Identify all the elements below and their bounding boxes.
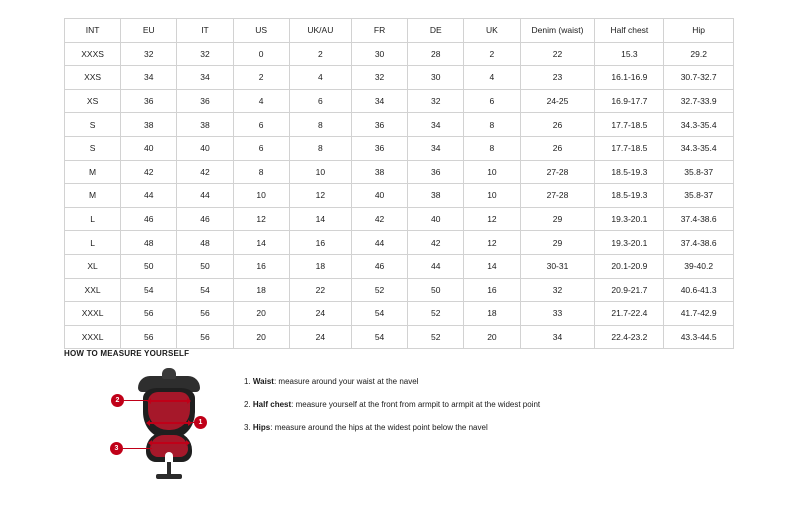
table-cell: 30 [351,42,407,66]
table-cell: S [65,113,121,137]
table-cell: 48 [177,231,233,255]
table-cell: 18 [289,254,351,278]
table-row [65,89,734,113]
table-cell: 4 [464,66,520,90]
table-cell: 46 [177,207,233,231]
table-cell: 12 [289,184,351,208]
table-cell: 20.1-20.9 [595,254,664,278]
table-cell: 0 [233,42,289,66]
table-cell: 8 [464,136,520,160]
column-header: DE [408,19,464,43]
table-cell: M [65,160,121,184]
table-cell: 12 [464,231,520,255]
table-cell: 6 [464,89,520,113]
table-row [65,160,734,184]
table-cell: 34 [408,136,464,160]
table-cell: L [65,207,121,231]
table-cell: 16 [233,254,289,278]
mannequin-figure [110,366,230,491]
table-cell: 32 [121,42,177,66]
table-cell: 56 [121,302,177,326]
table-cell: 40 [121,136,177,160]
table-cell: 34 [520,325,595,349]
table-cell: 4 [233,89,289,113]
table-cell: 56 [177,325,233,349]
table-cell: 42 [408,231,464,255]
column-header: Hip [664,19,734,43]
table-cell: 6 [233,113,289,137]
measure-note-term: Waist [252,377,274,386]
table-cell: 32 [408,89,464,113]
table-cell: 54 [121,278,177,302]
table-cell: 30 [408,66,464,90]
measure-note-number: 1. [244,377,251,386]
table-row [65,302,734,326]
table-cell: S [65,136,121,160]
table-cell: XXXL [65,325,121,349]
table-row [65,207,734,231]
table-cell: 8 [233,160,289,184]
measure-note-number: 3. [244,423,251,432]
table-cell: 16.9-17.7 [595,89,664,113]
measure-note [244,423,540,433]
half-chest-measure-arrow-icon [151,400,187,402]
table-cell: 36 [351,136,407,160]
measure-note-number: 2. [244,400,251,409]
table-cell: 38 [177,113,233,137]
table-cell: 50 [177,254,233,278]
table-cell: 44 [177,184,233,208]
table-row [65,136,734,160]
table-cell: 37.4-38.6 [664,207,734,231]
table-cell: 46 [121,207,177,231]
table-cell: 34.3-35.4 [664,113,734,137]
table-cell: 15.3 [595,42,664,66]
column-header: INT [65,19,121,43]
measure-note-term: Hips [252,423,271,432]
table-cell: 34 [121,66,177,90]
measure-note [244,377,540,387]
column-header: FR [351,19,407,43]
table-cell: 44 [351,231,407,255]
table-cell: 30.7-32.7 [664,66,734,90]
table-cell: 48 [121,231,177,255]
table-cell: 24-25 [520,89,595,113]
table-cell: 32 [520,278,595,302]
column-header: UK [464,19,520,43]
table-cell: 22 [520,42,595,66]
table-cell: 41.7-42.9 [664,302,734,326]
measure-note-text: : measure around your waist at the navel [273,377,419,386]
table-cell: 27-28 [520,160,595,184]
marker-3: 3 [110,442,123,455]
table-cell: 39-40.2 [664,254,734,278]
table-cell: XXXS [65,42,121,66]
table-cell: 46 [351,254,407,278]
table-cell: 14 [289,207,351,231]
column-header: Denim (waist) [520,19,595,43]
table-cell: 2 [289,42,351,66]
measure-note [244,400,540,410]
table-cell: 40.6-41.3 [664,278,734,302]
table-cell: 30-31 [520,254,595,278]
table-cell: 22.4-23.2 [595,325,664,349]
table-cell: 17.7-18.5 [595,113,664,137]
table-cell: 35.8-37 [664,184,734,208]
table-cell: XXL [65,278,121,302]
table-cell: 42 [177,160,233,184]
table-cell: 14 [233,231,289,255]
table-cell: 43.3-44.5 [664,325,734,349]
table-cell: 44 [121,184,177,208]
table-cell: 18 [464,302,520,326]
table-cell: 10 [464,160,520,184]
table-cell: 10 [289,160,351,184]
column-header: UK/AU [289,19,351,43]
table-cell: XXS [65,66,121,90]
table-cell: 56 [121,325,177,349]
table-cell: 24 [289,302,351,326]
table-cell: 16.1-16.9 [595,66,664,90]
table-cell: 50 [408,278,464,302]
table-cell: 10 [233,184,289,208]
column-header: Half chest [595,19,664,43]
how-to-measure-section [64,349,734,491]
table-body [65,42,734,349]
table-cell: XXXL [65,302,121,326]
table-cell: 36 [177,89,233,113]
table-cell: 16 [289,231,351,255]
table-cell: 35.8-37 [664,160,734,184]
table-cell: 34 [351,89,407,113]
table-cell: 34.3-35.4 [664,136,734,160]
table-cell: 40 [408,207,464,231]
table-cell: 36 [351,113,407,137]
table-cell: 24 [289,325,351,349]
table-cell: 12 [464,207,520,231]
table-cell: 20 [464,325,520,349]
table-cell: 32.7-33.9 [664,89,734,113]
size-chart-table [64,18,734,349]
table-cell: L [65,231,121,255]
mannequin-illustration-icon [110,366,230,491]
table-cell: 8 [289,113,351,137]
table-cell: XL [65,254,121,278]
measure-note-term: Half chest [252,400,292,409]
table-cell: 19.3-20.1 [595,207,664,231]
marker-2: 2 [111,394,124,407]
table-row [65,66,734,90]
measure-note-text: : measure around the hips at the widest point below the navel [270,423,488,432]
table-cell: 28 [408,42,464,66]
table-cell: 22 [289,278,351,302]
table-row [65,325,734,349]
table-cell: 40 [177,136,233,160]
table-cell: 38 [408,184,464,208]
column-header: US [233,19,289,43]
table-cell: 6 [289,89,351,113]
table-cell: 54 [177,278,233,302]
table-row [65,231,734,255]
marker-1: 1 [194,416,207,429]
table-cell: 40 [351,184,407,208]
table-cell: 56 [177,302,233,326]
measure-note-text: : measure yourself at the front from armpit to armpit at the widest point [291,400,541,409]
table-cell: 8 [289,136,351,160]
table-cell: 37.4-38.6 [664,231,734,255]
table-cell: 2 [233,66,289,90]
table-cell: M [65,184,121,208]
table-cell: 50 [121,254,177,278]
table-cell: 42 [121,160,177,184]
table-cell: 38 [121,113,177,137]
table-cell: 18.5-19.3 [595,160,664,184]
table-cell: 10 [464,184,520,208]
table-cell: 52 [351,278,407,302]
table-cell: 20 [233,302,289,326]
table-cell: 36 [408,160,464,184]
table-cell: 36 [121,89,177,113]
table-cell: 33 [520,302,595,326]
table-cell: 54 [351,302,407,326]
table-row [65,113,734,137]
table-cell: 29 [520,207,595,231]
table-cell: 20.9-21.7 [595,278,664,302]
table-cell: 44 [408,254,464,278]
table-cell: 27-28 [520,184,595,208]
table-cell: 52 [408,302,464,326]
table-cell: 18.5-19.3 [595,184,664,208]
column-header: IT [177,19,233,43]
table-row [65,42,734,66]
table-header-row [65,19,734,43]
measure-notes-list [244,366,540,446]
hips-measure-arrow-icon [152,442,186,444]
table-cell: 8 [464,113,520,137]
table-cell: 34 [177,66,233,90]
table-cell: 19.3-20.1 [595,231,664,255]
table-cell: 26 [520,136,595,160]
table-cell: 29.2 [664,42,734,66]
table-cell: 54 [351,325,407,349]
table-cell: 26 [520,113,595,137]
table-cell: 4 [289,66,351,90]
table-cell: 18 [233,278,289,302]
column-header: EU [121,19,177,43]
table-cell: 17.7-18.5 [595,136,664,160]
table-cell: 52 [408,325,464,349]
size-chart-table-wrapper [64,18,734,349]
table-row [65,184,734,208]
table-cell: 38 [351,160,407,184]
table-cell: 34 [408,113,464,137]
table-cell: 42 [351,207,407,231]
table-cell: 16 [464,278,520,302]
table-cell: 32 [177,42,233,66]
table-cell: 14 [464,254,520,278]
table-cell: XS [65,89,121,113]
table-cell: 6 [233,136,289,160]
table-cell: 32 [351,66,407,90]
table-cell: 21.7-22.4 [595,302,664,326]
table-cell: 29 [520,231,595,255]
table-cell: 23 [520,66,595,90]
table-cell: 12 [233,207,289,231]
how-to-measure-title: HOW TO MEASURE YOURSELF [64,349,190,358]
table-cell: 2 [464,42,520,66]
table-row [65,278,734,302]
table-row [65,254,734,278]
table-cell: 20 [233,325,289,349]
